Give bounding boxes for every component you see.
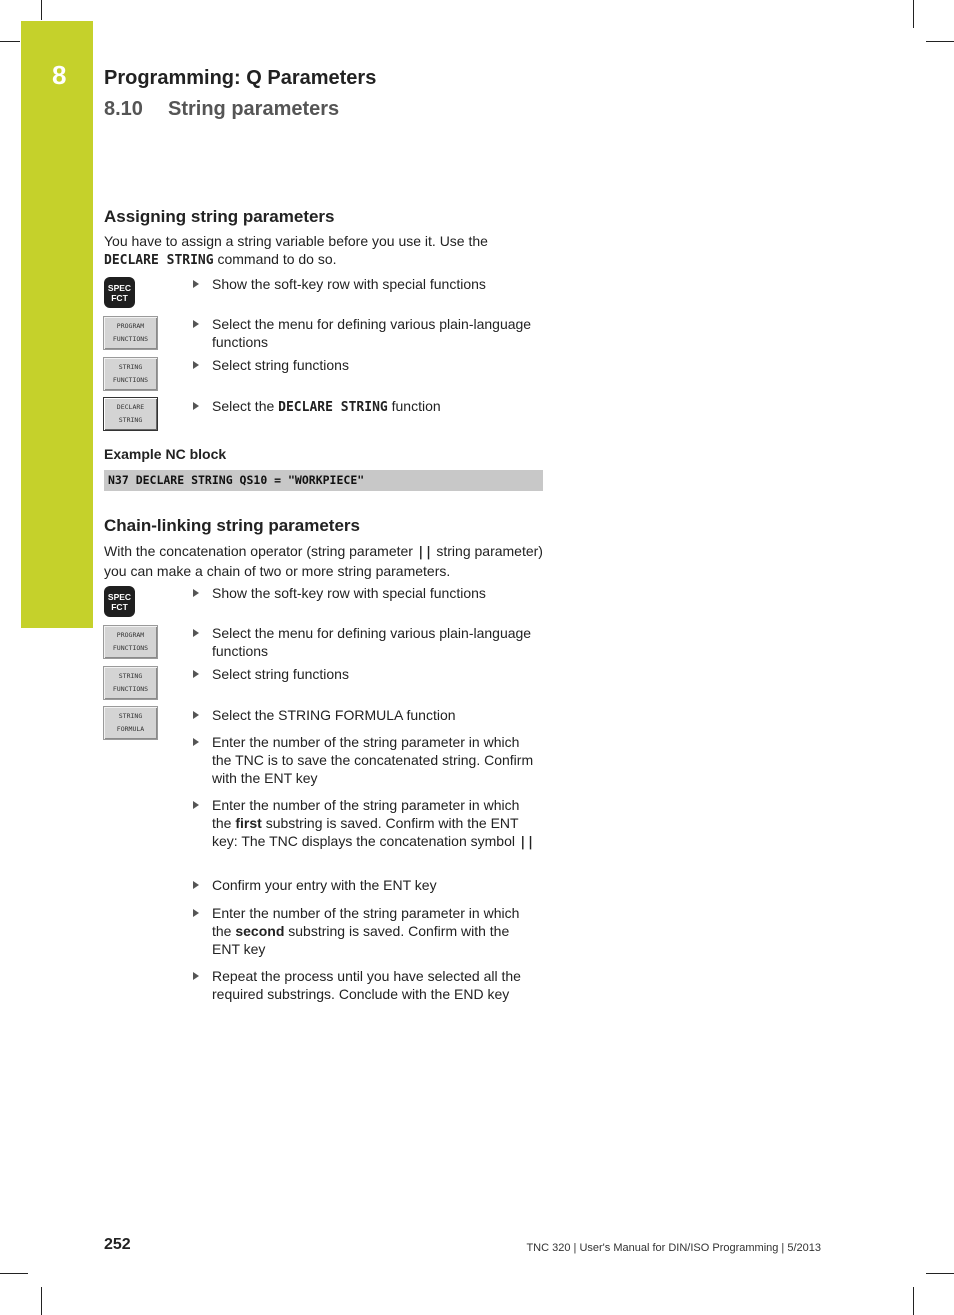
step-arrow-icon <box>193 361 199 369</box>
assign-intro <box>104 232 544 270</box>
step-text-end: substring is saved. Confirm with the ENT key <box>212 923 510 957</box>
step-arrow-icon <box>193 280 199 288</box>
step-arrow-icon <box>193 881 199 889</box>
softkey-label: FUNCTIONS <box>112 685 149 693</box>
key-label: SPEC <box>107 282 132 293</box>
example-code-block <box>104 470 543 491</box>
crop-mark <box>913 0 914 28</box>
step-text: Select the <box>212 398 279 414</box>
step-emphasis: first <box>235 815 262 831</box>
step-text: Enter the number of the string parameter in which the TNC is to save the concatenated string. Confirm with the ENT key <box>212 734 534 786</box>
crop-mark <box>926 1273 954 1274</box>
chain-step-4 <box>193 706 538 724</box>
step-arrow-icon <box>193 909 199 917</box>
chain-intro-text-end: string parameter) you can make a chain of two or more string parameters. <box>104 543 543 579</box>
step-text: Enter the number of the string parameter in which the <box>212 797 520 831</box>
chapter-title: Programming: Q Parameters <box>104 67 377 89</box>
softkey-label: STRING <box>118 416 143 424</box>
softkey-label: FORMULA <box>116 725 145 733</box>
concat-operator: || <box>416 545 433 560</box>
crop-mark <box>0 41 20 42</box>
footer-text: TNC 320 | User's Manual for DIN/ISO Programming | 5/2013 <box>526 1242 821 1254</box>
program-functions-softkey[interactable] <box>103 625 158 659</box>
softkey-label: DECLARE <box>116 403 145 411</box>
declare-string-softkey[interactable] <box>103 397 158 431</box>
chain-step-1 <box>193 584 538 602</box>
key-label: FCT <box>111 292 128 303</box>
chain-intro <box>104 542 544 580</box>
chain-step-8 <box>193 904 538 958</box>
step-arrow-icon <box>193 320 199 328</box>
string-functions-softkey[interactable] <box>103 357 158 391</box>
crop-mark <box>926 41 954 42</box>
section-title <box>104 98 339 121</box>
step-command: DECLARE STRING <box>278 400 388 415</box>
spec-fct-key[interactable] <box>104 586 135 617</box>
assign-intro-text-end: command to do so. <box>213 251 337 267</box>
assign-intro-command: DECLARE STRING <box>104 253 214 268</box>
step-arrow-icon <box>193 738 199 746</box>
crop-mark <box>913 1287 914 1315</box>
step-arrow-icon <box>193 589 199 597</box>
example-code: N37 DECLARE STRING QS10 = "WORKPIECE" <box>108 473 365 487</box>
step-text: Repeat the process until you have selected all the required substrings. Conclude with the END key <box>212 968 521 1002</box>
chain-step-5 <box>193 733 538 787</box>
step-text: Show the soft-key row with special functions <box>212 276 486 292</box>
step-emphasis: second <box>235 923 285 939</box>
step-arrow-icon <box>193 402 199 410</box>
page-number: 252 <box>104 1236 131 1253</box>
softkey-label: PROGRAM <box>116 631 145 639</box>
section-number: 8.10 <box>104 98 143 120</box>
concat-operator: || <box>518 835 535 850</box>
assign-step-1 <box>193 275 538 293</box>
assign-step-2 <box>193 315 538 351</box>
key-label: FCT <box>111 601 128 612</box>
chapter-number: 8 <box>52 60 67 90</box>
step-arrow-icon <box>193 711 199 719</box>
chain-heading: Chain-linking string parameters <box>104 516 360 535</box>
step-arrow-icon <box>193 629 199 637</box>
softkey-label: STRING <box>118 672 143 680</box>
crop-mark <box>41 0 42 20</box>
chain-step-2 <box>193 624 538 660</box>
softkey-label: PROGRAM <box>116 322 145 330</box>
example-label: Example NC block <box>104 446 227 462</box>
crop-mark <box>41 1287 42 1315</box>
step-text: Select the menu for defining various plain-language functions <box>212 625 532 659</box>
program-functions-softkey[interactable] <box>103 316 158 350</box>
chain-step-3 <box>193 665 538 683</box>
softkey-label: STRING <box>118 363 143 371</box>
chain-intro-text: With the concatenation operator (string parameter <box>104 543 417 559</box>
chain-step-7 <box>193 876 538 894</box>
softkey-label: FUNCTIONS <box>112 376 149 384</box>
spec-fct-key[interactable] <box>104 277 135 308</box>
string-formula-softkey[interactable] <box>103 706 158 740</box>
step-text: Confirm your entry with the ENT key <box>212 877 437 893</box>
step-arrow-icon <box>193 801 199 809</box>
section-name: String parameters <box>168 98 340 120</box>
key-label: SPEC <box>107 591 132 602</box>
step-arrow-icon <box>193 972 199 980</box>
step-text: Select string functions <box>212 666 349 682</box>
softkey-label: STRING <box>118 712 143 720</box>
assign-step-3 <box>193 356 538 374</box>
step-text: Enter the number of the string parameter in which the <box>212 905 520 939</box>
step-text: Show the soft-key row with special functions <box>212 585 486 601</box>
chain-step-6 <box>193 796 538 852</box>
string-functions-softkey[interactable] <box>103 666 158 700</box>
assign-heading: Assigning string parameters <box>104 207 335 226</box>
assign-step-4 <box>193 397 538 417</box>
step-text: Select the STRING FORMULA function <box>212 707 456 723</box>
assign-intro-text: You have to assign a string variable before you use it. Use the <box>104 233 488 249</box>
step-text: Select string functions <box>212 357 349 373</box>
step-arrow-icon <box>193 670 199 678</box>
chapter-side-bar <box>21 21 93 628</box>
chain-step-9 <box>193 967 538 1003</box>
softkey-label: FUNCTIONS <box>112 644 149 652</box>
softkey-label: FUNCTIONS <box>112 335 149 343</box>
step-text-end: function <box>387 398 441 414</box>
step-text: Select the menu for defining various plain-language functions <box>212 316 532 350</box>
crop-mark <box>0 1273 28 1274</box>
step-text-end: substring is saved. Confirm with the ENT key: The TNC displays the concatenation symbol <box>212 815 519 849</box>
